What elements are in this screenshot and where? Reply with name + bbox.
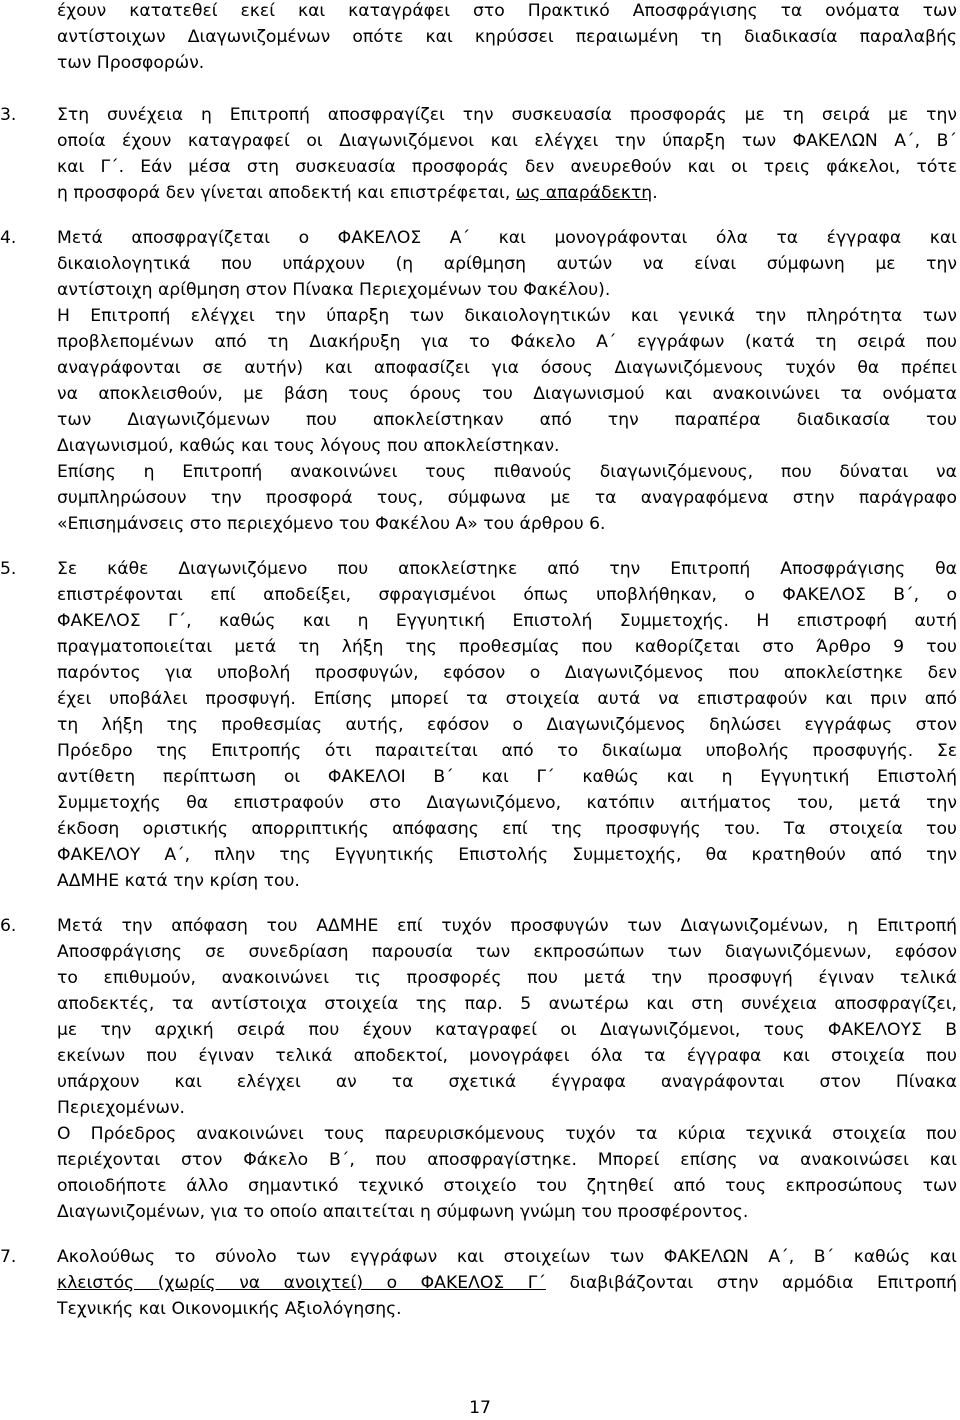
text-line: Μετά την απόφαση του ΑΔΜΗΕ επί τυχόν προσφυγών των Διαγωνιζομένων, η Επιτροπή (57, 916, 957, 936)
text-line: παρόντος για υποβολή προσφυγών, εφόσον ο Διαγωνιζόμενος που αποκλείστηκε δεν (57, 663, 957, 683)
text-line: έκδοση οριστικής απορριπτικής απόφασης επί της προσφυγής του. Τα στοιχεία του (57, 819, 957, 839)
text-line: ΑΔΜΗΕ κατά την κρίση του. (57, 871, 300, 891)
text-line: Διαγωνισμού, καθώς και τους λόγους που αποκλείστηκαν. (57, 436, 560, 456)
text-line: έχει υποβάλει προσφυγή. Επίσης μπορεί τα στοιχεία αυτά να επιστραφούν και πριν από (57, 689, 957, 709)
text-line: να αποκλεισθούν, με βάση τους όρους του Διαγωνισμού και ανακοινώνει τα ονόματα (57, 384, 957, 404)
text-line: αντίστοιχη αρίθμηση στον Πίνακα Περιεχομένων του Φακέλου). (57, 280, 611, 300)
text-line: Στη συνέχεια η Επιτροπή αποσφραγίζει την συσκευασία προσφοράς με τη σειρά με την (57, 105, 957, 125)
text-line: «Επισημάνσεις στο περιεχόμενο του Φακέλου Α» του άρθρου 6. (57, 514, 606, 534)
text-line: υπάρχουν και ελέγχει αν τα σχετικά έγγραφα αναγράφονται στον Πίνακα (57, 1072, 957, 1092)
text-line: εκείνων που έγιναν τελικά αποδεκτοί, μονογράφει όλα τα έγγραφα και στοιχεία που (57, 1046, 957, 1066)
text-line: οποιοδήποτε άλλο σημαντικό τεχνικό στοιχείο του ζητηθεί από τους εκπροσώπους των (57, 1176, 957, 1196)
text-line: έχουν κατατεθεί εκεί και καταγράφει στο Πρακτικό Αποσφράγισης τα ονόματα των (57, 1, 957, 21)
text-line: το επιθυμούν, ανακοινώνει τις προσφορές που μετά την προσφυγή έγιναν τελικά (57, 968, 957, 988)
text-line: των Προσφορών. (57, 53, 205, 73)
text-line: Διαγωνιζομένων, για το οποίο απαιτείται η σύμφωνη γνώμη του προσφέροντος. (57, 1202, 749, 1222)
text-line: οποία έχουν καταγραφεί οι Διαγωνιζόμενοι και ελέγχει την ύπαρξη των ΦΑΚΕΛΩΝ Α΄, Β΄ (57, 131, 957, 151)
text-line: αντίθετη περίπτωση οι ΦΑΚΕΛΟΙ Β΄ και Γ΄ καθώς και η Εγγυητική Επιστολή (57, 767, 957, 787)
item-number: 5. (0, 559, 17, 579)
text-line: επιστρέφονται επί αποδείξει, σφραγισμένοι όπως υποβλήθηκαν, ο ΦΑΚΕΛΟΣ Β΄, ο (57, 585, 957, 605)
text-line: με την αρχική σειρά που έχουν καταγραφεί οι Διαγωνιζόμενοι, τους ΦΑΚΕΛΟΥΣ Β (57, 1020, 957, 1040)
text-line: Πρόεδρο της Επιτροπής ότι παραιτείται από το δικαίωμα υποβολής προσφυγής. Σε (57, 741, 957, 761)
text-line: Συμμετοχής θα επιστραφούν στο Διαγωνιζόμενο, κατόπιν αιτήματος του, μετά την (57, 793, 957, 813)
text-line: Περιεχομένων. (57, 1098, 185, 1118)
text-segment: διαβιβάζονται στην αρμόδια Επιτροπή (545, 1273, 957, 1293)
underlined-text: ως απαράδεκτη (515, 183, 653, 203)
item-number: 6. (0, 916, 17, 936)
text-line: Ο Πρόεδρος ανακοινώνει τους παρευρισκόμενους τυχόν τα κύρια τεχνικά στοιχεία που (57, 1124, 957, 1144)
text-segment: η προσφορά δεν γίνεται αποδεκτή και επιστρέφεται, (57, 183, 511, 203)
text-line: ΦΑΚΕΛΟΣ Γ΄, καθώς και η Εγγυητική Επιστολή Συμμετοχής. Η επιστροφή αυτή (57, 611, 957, 631)
item-number: 7. (0, 1247, 17, 1267)
page-number: 17 (469, 1398, 491, 1418)
underlined-text: κλειστός (χωρίς να ανοιχτεί) ο ΦΑΚΕΛΟΣ Γ΄ (57, 1273, 546, 1293)
text-line: Επίσης η Επιτροπή ανακοινώνει τους πιθανούς διαγωνιζόμενους, που δύναται να (57, 462, 957, 482)
text-line: Ακολούθως το σύνολο των εγγράφων και στοιχείων των ΦΑΚΕΛΩΝ Α΄, Β΄ καθώς και (57, 1247, 957, 1267)
text-segment: . (652, 183, 658, 203)
text-line: αποδεκτές, τα αντίστοιχα στοιχεία της παρ. 5 ανωτέρω και στη συνέχεια αποσφραγίζει, (57, 994, 957, 1014)
text-line: Η Επιτροπή ελέγχει την ύπαρξη των δικαιολογητικών και γενικά την πληρότητα των (57, 306, 957, 326)
text-line: Μετά αποσφραγίζεται ο ΦΑΚΕΛΟΣ Α΄ και μονογράφονται όλα τα έγγραφα και (57, 228, 957, 248)
item-number: 4. (0, 228, 17, 248)
text-line: συμπληρώσουν την προσφορά τους, σύμφωνα με τα αναγραφόμενα στην παράγραφο (57, 488, 957, 508)
text-line: των Διαγωνιζόμενων που αποκλείστηκαν από την παραπέρα διαδικασία του (57, 410, 957, 430)
text-line: αναγράφονται σε αυτήν) και αποφασίζει για όσους Διαγωνιζόμενους τυχόν θα πρέπει (57, 358, 957, 378)
text-line: τη λήξη της προθεσμίας αυτής, εφόσον ο Διαγωνιζόμενος δηλώσει εγγράφως στον (57, 715, 957, 735)
text-line: περιέχονται στον Φάκελο Β΄, που αποσφραγίστηκε. Μπορεί επίσης να ανακοινώσει και (57, 1150, 957, 1170)
text-line: ΦΑΚΕΛΟΥ Α΄, πλην της Εγγυητικής Επιστολής Συμμετοχής, θα κρατηθούν από την (57, 845, 957, 865)
text-line: Τεχνικής και Οικονομικής Αξιολόγησης. (57, 1299, 402, 1319)
text-line: αντίστοιχων Διαγωνιζομένων οπότε και κηρύσσει περαιωμένη τη διαδικασία παραλαβής (57, 27, 957, 47)
text-line: Σε κάθε Διαγωνιζόμενο που αποκλείστηκε από την Επιτροπή Αποσφράγισης θα (57, 559, 957, 579)
text-line: Αποσφράγισης σε συνεδρίαση παρουσία των εκπροσώπων των διαγωνιζόμενων, εφόσον (57, 942, 957, 962)
item-number: 3. (0, 105, 17, 125)
text-line: δικαιολογητικά που υπάρχουν (η αρίθμηση αυτών να είναι σύμφωνη με την (57, 254, 957, 274)
text-line (57, 180, 957, 206)
text-line: πραγματοποιείται μετά τη λήξη της προθεσμίας που καθορίζεται στο Άρθρο 9 του (57, 637, 957, 657)
text-line: και Γ΄. Εάν μέσα στη συσκευασία προσφοράς δεν ανευρεθούν και οι τρεις φάκελοι, τότε (57, 157, 957, 177)
text-line (57, 1270, 957, 1296)
text-line: προβλεπομένων από τη Διακήρυξη για το Φάκελο Α΄ εγγράφων (κατά τη σειρά που (57, 332, 957, 352)
